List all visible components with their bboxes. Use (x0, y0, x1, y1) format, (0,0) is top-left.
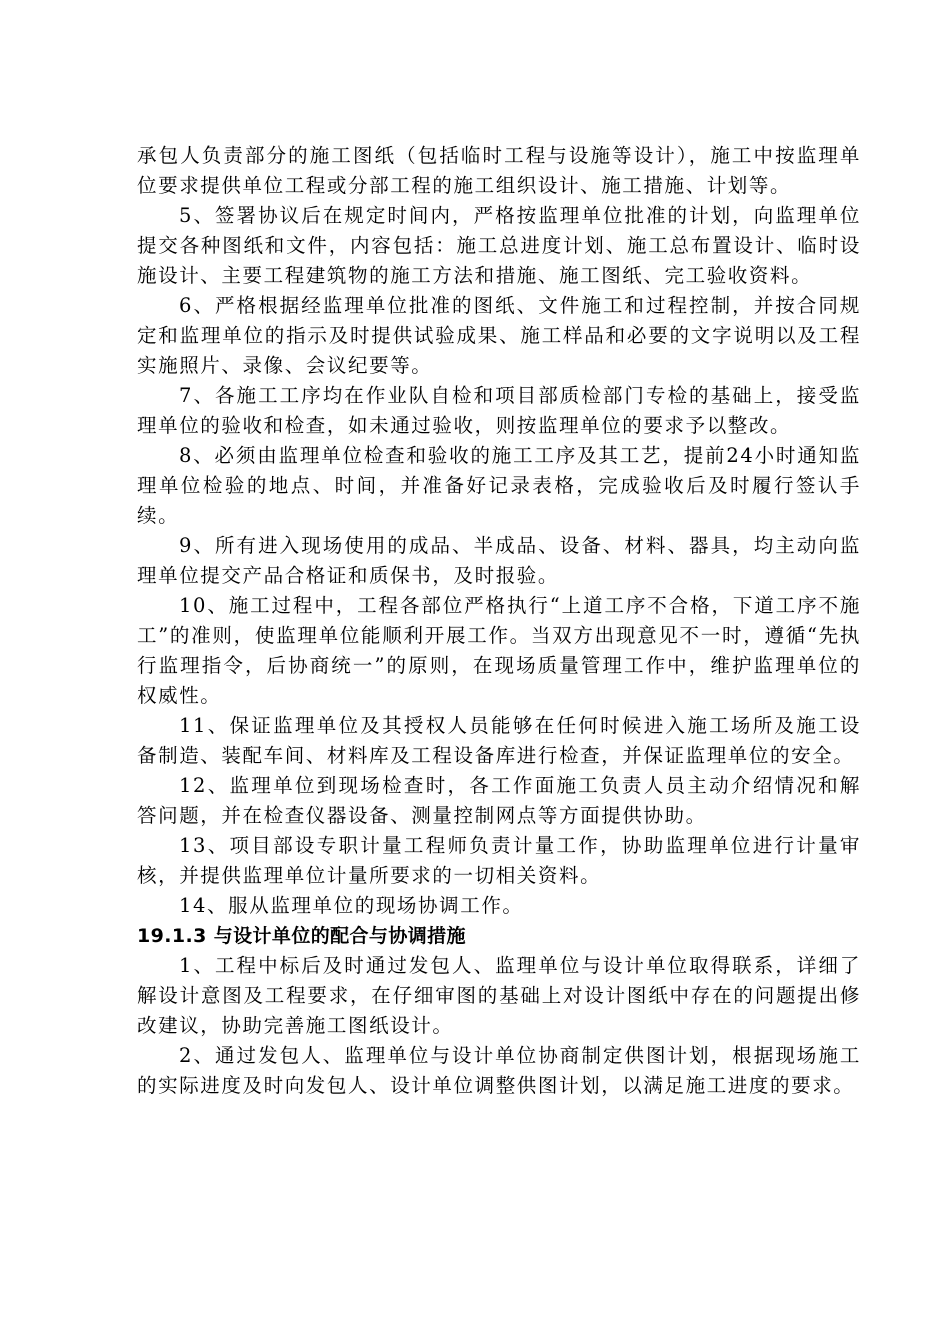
paragraph-item-10: 10、施工过程中，工程各部位严格执行“上道工序不合格，下道工序不施工”的准则，使监理单位能顺利开展工作。当双方出现意见不一时，遵循“先执行监理指令，后协商统一”的原则，在现场质量管理工作中，维护监理单位的权威性。 (137, 594, 861, 707)
paragraph-item-14: 14、服从监理单位的现场协调工作。 (179, 894, 524, 917)
paragraph-item-6: 6、严格根据经监理单位批准的图纸、文件施工和过程控制，并按合同规定和监理单位的指示及时提供试验成果、施工样品和必要的文字说明以及工程实施照片、录像、会议纪要等。 (137, 294, 861, 377)
section-paragraph-item-1: 1、工程中标后及时通过发包人、监理单位与设计单位取得联系，详细了解设计意图及工程要求，在仔细审图的基础上对设计图纸中存在的问题提出修改建议，协助完善施工图纸设计。 (137, 954, 861, 1037)
section-paragraph-item-2: 2、通过发包人、监理单位与设计单位协商制定供图计划，根据现场施工的实际进度及时向发包人、设计单位调整供图计划，以满足施工进度的要求。 (137, 1044, 861, 1097)
paragraph-item-13: 13、项目部设专职计量工程师负责计量工作，协助监理单位进行计量审核，并提供监理单位计量所要求的一切相关资料。 (137, 834, 861, 887)
document-body (137, 141, 861, 1101)
section-heading: 19.1.3 与设计单位的配合与协调措施 (137, 925, 466, 947)
paragraph-continuation: 承包人负责部分的施工图纸（包括临时工程与设施等设计），施工中按监理单位要求提供单位工程或分部工程的施工组织设计、施工措施、计划等。 (137, 144, 861, 197)
paragraph-item-9: 9、所有进入现场使用的成品、半成品、设备、材料、器具，均主动向监理单位提交产品合格证和质保书，及时报验。 (137, 534, 861, 587)
paragraph-item-8: 8、必须由监理单位检查和验收的施工工序及其工艺，提前24小时通知监理单位检验的地点、时间，并准备好记录表格，完成验收后及时履行签认手续。 (137, 444, 861, 527)
paragraph-item-5: 5、签署协议后在规定时间内，严格按监理单位批准的计划，向监理单位提交各种图纸和文件，内容包括：施工总进度计划、施工总布置设计、临时设施设计、主要工程建筑物的施工方法和措施、施工图纸、完工验收资料。 (137, 204, 861, 287)
paragraph-item-12: 12、监理单位到现场检查时，各工作面施工负责人员主动介绍情况和解答问题，并在检查仪器设备、测量控制网点等方面提供协助。 (137, 774, 861, 827)
paragraph-item-7: 7、各施工工序均在作业队自检和项目部质检部门专检的基础上，接受监理单位的验收和检查，如未通过验收，则按监理单位的要求予以整改。 (137, 384, 861, 437)
paragraph-item-11: 11、保证监理单位及其授权人员能够在任何时候进入施工场所及施工设备制造、装配车间、材料库及工程设备库进行检查，并保证监理单位的安全。 (137, 714, 861, 767)
